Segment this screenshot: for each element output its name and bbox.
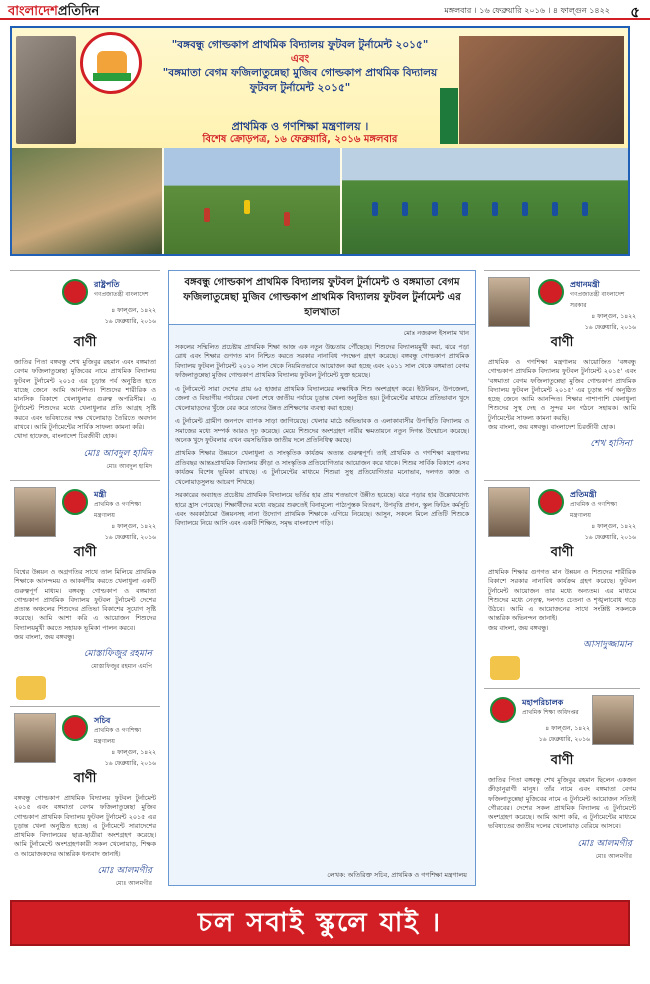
ceremony-photo (12, 148, 162, 254)
message-prime-minister (484, 270, 640, 472)
slogan-text: চল সবাই স্কুলে যাই । (197, 908, 443, 938)
school-logo-icon (80, 32, 142, 94)
message-office: প্রাথমিক ও গণশিক্ষা মন্ত্রণালয় (570, 501, 618, 519)
message-date-english: ১৬ ফেব্রুয়ারি, ২০১৬ (538, 736, 590, 743)
player-figure (462, 202, 468, 216)
message-minister (10, 480, 160, 698)
player-figure (432, 202, 438, 216)
signature: মোঃ আবদুল হামিদ (83, 448, 152, 459)
message-heading: বাণী (550, 753, 574, 768)
article-paragraph: প্রাথমিক শিক্ষার উন্নয়নে খেলাধুলা ও সাংস্কৃতিক কার্যক্রম অত্যন্ত গুরুত্বপূর্ণ। তাই প্রাথমিক ও গণশিক্ষা মন্ত্রণালয় প্রতিবছর আন্তঃপ্রাথমিক বিদ্যালয় ক্রীড়া ও সাংস্কৃতিক প্রতিযোগিতার আয়োজন করে থাকে। শিশুর সার্বিক বিকাশে এসব কার্যক্রম বিশেষ ভূমিকা রাখছে। এ টুর্নামেন্টের মাধ্যমে শিশুরা সুস্থ প্রতিযোগিতার মনোভাব, দলগত কাজ ও খেলোয়াড়সুলভ আচরণ শিখছে। (175, 450, 469, 486)
article-footer: লেখক: অতিরিক্ত সচিব, প্রাথমিক ও গণশিক্ষা মন্ত্রণালয় (327, 871, 467, 879)
paper-name-red: বাংলাদেশ (8, 4, 58, 19)
message-date-english: ১৬ ফেব্রুয়ারি, ২০১৬ (104, 760, 156, 767)
message-body: প্রাথমিক শিক্ষার গুণগত মান উন্নয়ন ও শিশুদের শারীরিক বিকাশে সরকার নানাবিধ কার্যক্রম গ্রহণ করেছে। ফুটবল টুর্নামেন্ট আয়োজন তার মধ্যে অন্যতম। এর মাধ্যমে শিশুদের মধ্যে নেতৃত্ব, দলগত চেতনা ও শৃঙ্খলাবোধ গড়ে উঠবে। আমি এ আয়োজনের সাথে সংশ্লিষ্ট সকলকে আন্তরিক অভিনন্দন জানাই। (488, 568, 636, 623)
feature-article (168, 270, 476, 886)
message-date-english: ১৬ ফেব্রুয়ারি, ২০১৬ (584, 324, 636, 331)
article-paragraph: সকলের সম্মিলিত প্রচেষ্টায় প্রাথমিক শিক্ষা আজ এক নতুন উচ্চতায় পৌঁছেছে। শিশুদের বিদ্যালয়মুখী করা, ঝরে পড়া রোধ এবং শিক্ষার গুণগত মান নিশ্চিত করতে সরকার নানাবিধ পদক্ষেপ গ্রহণ করেছে। বঙ্গবন্ধু গোল্ডকাপ প্রাথমিক বিদ্যালয় ফুটবল টুর্নামেন্ট ২০১০ সাল থেকে নিয়মিতভাবে আয়োজন করা হচ্ছে এবং ২০১১ সাল থেকে বঙ্গমাতা বেগম ফজিলাতুন্নেছা মুজিব গোল্ডকাপ প্রাথমিক বিদ্যালয় ফুটবল টুর্নামেন্ট যুক্ত হয়েছে। (175, 344, 469, 380)
message-dates (585, 521, 636, 543)
banner-title-line2: "বঙ্গমাতা বেগম ফজিলাতুন্নেছা মুজিব গোল্ডকাপ প্রাথমিক বিদ্যালয় ফুটবল টুর্নামেন্ট ২০১৫" (162, 67, 438, 94)
message-date-bengali: ৪ ফাল্গুন, ১৪২২ (591, 313, 636, 320)
message-date-bengali: ৪ ফাল্গুন, ১৪২২ (545, 725, 590, 732)
message-body: জাতির পিতা বঙ্গবন্ধু শেখ মুজিবুর রহমান এবং বঙ্গমাতা বেগম ফজিলাতুন্নেছা মুজিবের নামে প্রাথমিক বিদ্যালয় ফুটবল টুর্নামেন্ট ২০১৫ এর চূড়ান্ত পর্ব অনুষ্ঠিত হতে যাচ্ছে জেনে আমি আনন্দিত। শিশুদের শারীরিক ও মানসিক বিকাশে খেলাধুলার গুরুত্ব অপরিসীম। এ টুর্নামেন্ট শিশুদের মধ্যে খেলাধুলার প্রতি আগ্রহ সৃষ্টি করবে এবং ভবিষ্যতের দক্ষ খেলোয়াড় তৈরিতে অবদান রাখবে। আমি টুর্নামেন্টের সার্বিক সাফল্য কামনা করি। (14, 358, 156, 431)
message-office: গণপ্রজাতন্ত্রী বাংলাদেশ (94, 291, 149, 298)
player-figure (284, 212, 290, 226)
paper-name-black: প্রতিদিন (57, 4, 100, 19)
message-date-bengali: ৪ ফাল্গুন, ১৪২২ (111, 749, 156, 756)
message-date-bengali: ৪ ফাল্গুন, ১৪২২ (111, 307, 156, 314)
player-figure (522, 202, 528, 216)
state-emblem-icon (490, 697, 516, 723)
prime-minister-portrait (488, 277, 530, 327)
director-general-portrait (592, 695, 634, 745)
message-heading: বাণী (73, 771, 97, 786)
player-figure (372, 202, 378, 216)
secretary-portrait (14, 713, 56, 763)
banner-supplement: বিশেষ ক্রোড়পত্র, ১৬ ফেব্রুয়ারি, ২০১৬ মঙ্গলবার (202, 134, 398, 145)
signature: মোঃ আলমগীর (97, 865, 152, 876)
banner-photos (12, 148, 628, 254)
signer-name: মোঃ আলমগীর (595, 852, 632, 860)
message-heading: বাণী (73, 545, 97, 560)
article-title: বঙ্গবন্ধু গোল্ডকাপ প্রাথমিক বিদ্যালয় ফুটবল টুর্নামেন্ট ও বঙ্গমাতা বেগম ফজিলাতুন্নেছা মুজিব গোল্ডকাপ প্রাথমিক বিদ্যালয় ফুটবল টুর্নামেন্ট এর হালখাতা (169, 271, 475, 325)
message-heading: বাণী (550, 545, 574, 560)
paper-name[interactable] (8, 2, 99, 23)
message-office: প্রাথমিক শিক্ষা অধিদপ্তর (522, 709, 579, 716)
signer-name: মোস্তাফিজুর রহমান এমপি (91, 663, 152, 671)
player-figure (204, 208, 210, 222)
signature: মোঃ আলমগীর (577, 838, 632, 849)
signature: আসাদুজ্জামান (583, 639, 632, 650)
football-match-photo (164, 148, 340, 254)
player-figure (552, 202, 558, 216)
bangabandhu-photo (16, 36, 76, 144)
player-figure (582, 202, 588, 216)
article-paragraph: সরকারের অব্যাহত প্রচেষ্টায় প্রাথমিক বিদ্যালয়ে ভর্তির হার প্রায় শতভাগে উন্নীত হয়েছে। ঝরে পড়ার হার উল্লেখযোগ্য হারে হ্রাস পেয়েছে। শিক্ষার্থীদের মধ্যে বছরের শুরুতেই বিনামূল্যে পাঠ্যপুস্তক বিতরণ, উপবৃত্তি প্রদান, স্কুল ফিডিং কর্মসূচি এবং অবকাঠামো উন্নয়নসহ নানা উদ্যোগ প্রাথমিক শিক্ষাকে এগিয়ে নিয়েছে। আসুন, সকলে মিলে প্রতিটি শিশুকে বিদ্যালয়ে নিয়ে আসি এবং একটি শিক্ষিত, সমৃদ্ধ বাংলাদেশ গড়ি। (175, 492, 469, 528)
player-figure (402, 202, 408, 216)
state-emblem-icon (538, 279, 564, 305)
children-illustration-icon (490, 656, 520, 680)
message-body: প্রাথমিক ও গণশিক্ষা মন্ত্রণালয় আয়োজিত 'বঙ্গবন্ধু গোল্ডকাপ প্রাথমিক বিদ্যালয় ফুটবল টুর্নামেন্ট ২০১৫' এবং 'বঙ্গমাতা বেগম ফজিলাতুন্নেছা মুজিব গোল্ডকাপ প্রাথমিক বিদ্যালয় ফুটবল টুর্নামেন্ট ২০১৫' এর চূড়ান্ত পর্ব অনুষ্ঠিত হচ্ছে জেনে আমি আনন্দিত। শিক্ষার পাশাপাশি খেলাধুলা শিশুদের সুস্থ দেহ ও সুন্দর মন গঠনে সহায়ক। আমি টুর্নামেন্টের সাফল্য কামনা করছি। (488, 358, 636, 422)
message-body: জাতির পিতা বঙ্গবন্ধু শেখ মুজিবুর রহমান ছিলেন একজন ক্রীড়ানুরাগী মানুষ। তাঁর নামে এবং বঙ্গমাতা বেগম ফজিলাতুন্নেছা মুজিবের নামে এ টুর্নামেন্ট আয়োজন সত্যিই গৌরবের। দেশের সকল প্রাথমিক বিদ্যালয় এ টুর্নামেন্টে অংশগ্রহণ করেছে। আমি আশা করি, এ টুর্নামেন্টের মাধ্যমে ভবিষ্যতের জাতীয় দলের খেলোয়াড় বেরিয়ে আসবে। (488, 776, 636, 831)
signature: মোস্তাফিজুর রহমান (83, 649, 152, 660)
banner-title (150, 38, 450, 95)
state-minister-portrait (488, 487, 530, 537)
message-date-bengali: ৪ ফাল্গুন, ১৪২২ (111, 523, 156, 530)
message-date-bengali: ৪ ফাল্গুন, ১৪২২ (591, 523, 636, 530)
message-role: মন্ত্রী (94, 490, 107, 499)
message-body: বঙ্গবন্ধু গোল্ডকাপ প্রাথমিক বিদ্যালয় ফুটবল টুর্নামেন্ট ২০১৫ এবং বঙ্গমাতা বেগম ফজিলাতুন্নেছা মুজিব গোল্ডকাপ প্রাথমিক বিদ্যালয় ফুটবল টুর্নামেন্ট ২০১৫ এর চূড়ান্ত খেলা অনুষ্ঠিত হচ্ছে। এ টুর্নামেন্টে সারাদেশের প্রাথমিক বিদ্যালয়ের ছাত্র-ছাত্রীরা অংশগ্রহণ করেছে। আমি টুর্নামেন্টে অংশগ্রহণকারী সকল খেলোয়াড়, শিক্ষক ও আয়োজকদের আন্তরিক ধন্যবাদ জানাই। (14, 794, 156, 858)
message-date-english: ১৬ ফেব্রুয়ারি, ২০১৬ (104, 318, 156, 325)
message-date-english: ১৬ ফেব্রুয়ারি, ২০১৬ (584, 534, 636, 541)
message-dates (105, 521, 156, 543)
message-closing: জয় বাংলা, জয় বঙ্গবন্ধু। (14, 632, 75, 641)
signature: শেখ হাসিনা (590, 439, 632, 450)
message-closing: জয় বাংলা, জয় বঙ্গবন্ধু। বাংলাদেশ চিরজীবী হোক। (488, 422, 616, 431)
message-office: প্রাথমিক ও গণশিক্ষা মন্ত্রণালয় (94, 727, 142, 745)
banner-title-line1: "বঙ্গবন্ধু গোল্ডকাপ প্রাথমিক বিদ্যালয় ফুটবল টুর্নামেন্ট ২০১৫" (171, 39, 429, 51)
state-emblem-icon (62, 279, 88, 305)
message-role: প্রধানমন্ত্রী (570, 280, 600, 289)
masthead (0, 0, 650, 20)
message-dates (105, 747, 156, 769)
message-heading: বাণী (73, 335, 97, 350)
message-role: রাষ্ট্রপতি (94, 280, 120, 289)
issue-date: মঙ্গলবার । ১৬ ফেব্রুয়ারি ২০১৬ । ৪ ফাল্গুন ১৪২২ (444, 6, 610, 15)
article-author: মোঃ নজরুল ইসলাম খান (403, 329, 469, 337)
flag-photo (440, 88, 458, 144)
message-secretary (10, 706, 160, 886)
message-office: প্রাথমিক ও গণশিক্ষা মন্ত্রণালয় (94, 501, 142, 519)
message-dates (539, 723, 590, 745)
message-role: সচিব (94, 716, 111, 725)
book-icon (93, 73, 131, 81)
minister-portrait (14, 487, 56, 537)
message-role: মহাপরিচালক (522, 698, 564, 707)
banner-ministry: প্রাথমিক ও গণশিক্ষা মন্ত্রণালয় । (231, 120, 369, 133)
team-lineup-photo (342, 148, 628, 254)
message-role: প্রতিমন্ত্রী (570, 490, 597, 499)
message-closing: জয় বাংলা, জয় বঙ্গবন্ধু। (488, 623, 549, 632)
player-figure (244, 200, 250, 214)
state-emblem-icon (538, 489, 564, 515)
supplement-banner (10, 26, 630, 256)
message-director-general (484, 688, 640, 886)
message-state-minister (484, 480, 640, 680)
player-figure (492, 202, 498, 216)
message-president (10, 270, 160, 472)
signer-name: মোঃ আলমগীর (115, 879, 152, 887)
slogan-banner (10, 900, 630, 946)
article-paragraph: এ টুর্নামেন্টে সারা দেশের প্রায় ৬৫ হাজার প্রাথমিক বিদ্যালয়ের লক্ষাধিক শিশু অংশগ্রহণ করে। ইউনিয়ন, উপজেলা, জেলা ও বিভাগীয় পর্যায়ের খেলা শেষে জাতীয় পর্যায়ে চূড়ান্ত খেলা অনুষ্ঠিত হয়। টুর্নামেন্টের মাধ্যমে প্রতিভাবান খুদে খেলোয়াড়দের খুঁজে বের করে তাদের উন্নত প্রশিক্ষণের ব্যবস্থা করা হচ্ছে। (175, 385, 469, 412)
trophy-award-photo (459, 36, 624, 144)
message-date-english: ১৬ ফেব্রুয়ারি, ২০১৬ (104, 534, 156, 541)
state-emblem-icon (62, 489, 88, 515)
state-emblem-icon (62, 715, 88, 741)
banner-title-and: এবং (290, 53, 310, 66)
message-heading: বাণী (550, 335, 574, 350)
page-number: ৫ (630, 3, 640, 21)
message-dates (105, 305, 156, 327)
article-paragraph: এ টুর্নামেন্ট গ্রামীণ জনপদে ব্যাপক সাড়া জাগিয়েছে। খেলার মাঠে অভিভাবক ও এলাকাবাসীর উপস্থিতি বিদ্যালয় ও সমাজের মধ্যে সম্পর্ক আরও দৃঢ় করেছে। মেয়ে শিশুদের অংশগ্রহণ নারীর ক্ষমতায়নে নতুন দিগন্ত উন্মোচন করেছে। অনেক খুদে ফুটবলার এখন বয়সভিত্তিক জাতীয় দলে প্রতিনিধিত্ব করছে। (175, 418, 469, 444)
message-closing: খোদা হাফেজ, বাংলাদেশ চিরজীবী হোক। (14, 432, 117, 441)
message-office: গণপ্রজাতন্ত্রী বাংলাদেশ সরকার (570, 291, 625, 309)
children-illustration-icon (16, 676, 46, 700)
banner-top (12, 28, 628, 148)
signer-name: মোঃ আবদুল হামিদ (106, 462, 152, 470)
message-dates (585, 311, 636, 333)
message-body: বিশ্বের উন্নয়ন ও অগ্রগতির সাথে তাল মিলিয়ে প্রাথমিক শিক্ষাকে আনন্দময় ও আকর্ষণীয় করতে খেলাধুলা একটি গুরুত্বপূর্ণ মাধ্যম। বঙ্গবন্ধু গোল্ডকাপ ও বঙ্গমাতা গোল্ডকাপ প্রাথমিক বিদ্যালয় ফুটবল টুর্নামেন্ট দেশের প্রত্যন্ত অঞ্চলের শিশুদের প্রতিভা বিকাশের সুযোগ সৃষ্টি করেছে। আমি আশা করি এ আয়োজন শিশুদের বিদ্যালয়মুখী করতে সহায়ক ভূমিকা পালন করবে। (14, 568, 156, 632)
